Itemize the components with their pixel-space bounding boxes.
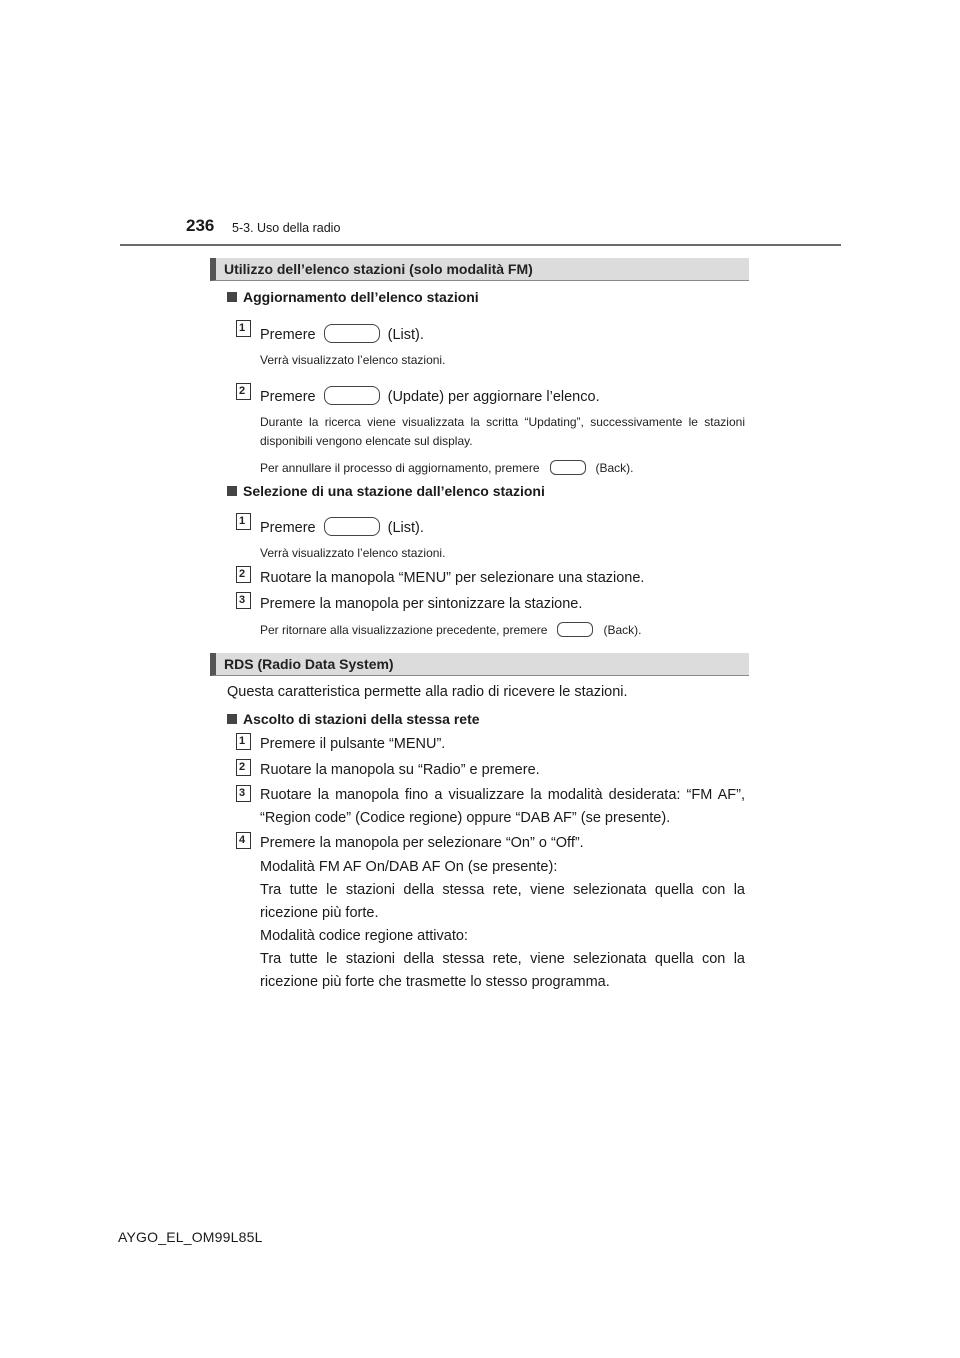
update-button-icon [324,386,380,405]
note-text: (Back). [595,461,634,475]
list-button-icon [324,517,380,536]
subhead-network [227,711,480,727]
section-title-station-list: Utilizzo dell’elenco stazioni (solo modalità FM) [210,258,749,281]
step-note: Durante la ricerca viene visualizzata la scritta “Updating”, successivamente le stazioni disponibili vengono elencate sul display. [260,415,745,448]
step-text: Premere [260,520,316,536]
step-line: Premere il pulsante “MENU”. [260,736,446,752]
step-badge: 3 [236,592,251,609]
note-text: Per ritornare alla visualizzazione precedente, premere [260,623,548,637]
subhead-network-text: Ascolto di stazioni della stessa rete [243,711,480,727]
note-text: (Back). [603,623,642,637]
subhead-select-text: Selezione di una stazione dall’elenco stazioni [243,483,545,499]
step-badge: 4 [236,832,251,849]
step-text: (List). [387,520,424,536]
subhead-update-text: Aggiornamento dell’elenco stazioni [243,289,479,305]
step-line: Ruotare la manopola su “Radio” e premere. [260,762,540,778]
step-badge: 2 [236,566,251,583]
step-note: Verrà visualizzato l’elenco stazioni. [260,353,446,367]
back-button-icon [557,622,593,637]
mode-fm-description: Modalità FM AF On/DAB AF On (se presente): Tra tutte le stazioni della stessa rete, viene selezionata quella con la ricezione più forte. [260,859,745,921]
step-line [260,517,424,536]
step-line: Premere la manopola per sintonizzare la stazione. [260,596,583,612]
subhead-select [227,483,545,499]
step-note [260,622,642,637]
step-line: Ruotare la manopola “MENU” per selezionare una stazione. [260,570,645,586]
step-badge: 2 [236,759,251,776]
step-badge: 1 [236,513,251,530]
bullet-square-icon [227,292,237,302]
step-text: Premere [260,389,316,405]
step-line [260,386,600,405]
step-line [260,324,424,343]
step-note [260,460,634,475]
step-text: (Update) per aggiornare l’elenco. [387,389,600,405]
step-badge: 1 [236,733,251,750]
back-button-icon [550,460,586,475]
section-title-rds: RDS (Radio Data System) [210,653,749,676]
step-badge: 3 [236,785,251,802]
bullet-square-icon [227,486,237,496]
subhead-update [227,289,479,305]
step-paragraph: Ruotare la manopola fino a visualizzare la modalità desiderata: “FM AF”, “Region code” (Codice regione) oppure “DAB AF” (se presente). [260,787,745,826]
chapter-title: 5-3. Uso della radio [232,221,341,235]
list-button-icon [324,324,380,343]
header-rule [120,244,841,246]
footer-code: AYGO_EL_OM99L85L [118,1229,263,1245]
rds-intro: Questa caratteristica permette alla radio di ricevere le stazioni. [227,684,628,700]
step-badge: 2 [236,383,251,400]
step-note: Verrà visualizzato l’elenco stazioni. [260,546,446,560]
step-text: (List). [387,327,424,343]
step-text: Premere [260,327,316,343]
note-text: Per annullare il processo di aggiornamento, premere [260,461,540,475]
bullet-square-icon [227,714,237,724]
step-line: Premere la manopola per selezionare “On” o “Off”. [260,835,584,851]
mode-region-description: Modalità codice regione attivato: Tra tutte le stazioni della stessa rete, viene selezionata quella con la ricezione più forte che trasmette lo stesso programma. [260,928,745,990]
step-badge: 1 [236,320,251,337]
page-number: 236 [186,216,215,235]
